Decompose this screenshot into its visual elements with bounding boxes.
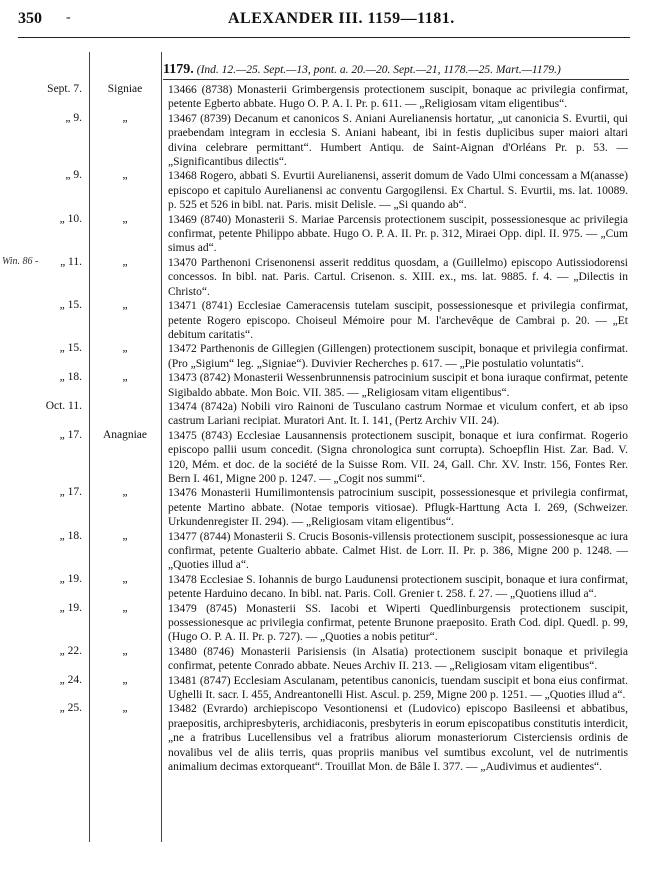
entry-place: Anagniae [102, 428, 148, 441]
entry-text: 13469 (8740) Monasterii S. Mariae Parcensis protectionem suscipit, possessionesque ac privilegia confirmat, petente Philippo abbate. Hugo O. P. A. II. Pr. p. 312, Miraei Opp. dipl. II. 975. — „Cum simus ad“. [168, 213, 628, 255]
entry-row [0, 256, 650, 299]
entry-place: Signiae [107, 83, 143, 95]
entry-list [0, 83, 650, 775]
entry-text: 13482 (Evrardo) archiepiscopo Vesontionensi et (Ludovico) episcopo Basileensi et abbatibus, praepositis, archipresbyteris, archidiaconis, presbyteris in eorum episcopatibus constitutis interdicit, „ne a fratribus Lucellensibus vel a fratribus aliorum monasteriorum Cisterciensis ordinis de novalibus vel de aliis terris, quas propriis manibus vel sumtibus excolunt, vel de nutrimentis animalium decimas extorqueant“. Trouillat Mon. de Bâle I. 377. — „Audivimus et audientes“. [168, 703, 628, 774]
year-rule [163, 79, 629, 80]
entry-row [0, 602, 650, 645]
entry-date: „ 19. [59, 601, 82, 614]
entry-row [0, 702, 650, 774]
entry-date: „ 17. [59, 428, 82, 441]
entry-text: 13468 Rogero, abbati S. Evurtii Aurelianensi, asserit domum de Vado Ulmi concessam a M(anasse) episcopo et capitulo Aurelianensi ac conventu Gargogilensi. Ex Chartul. S. Evurtii, ms. lat. 10089. p. 525 et 526 in bibl. nat. Paris. misit Delisle. — „Si quando ab“. [168, 170, 628, 212]
entry-text: 13475 (8743) Ecclesiae Lausannensis protectionem suscipit, bonaque et iura confirmat. Rogerio episcopo pallii usum concedit. (Signa chronologica sunt corrupta). Schoepflin Hist. Zar. Bad. V. 120, Mém. et doc. de la société de la Suisse Rom. VII. 24, Gall. Chr. XV. Instr. 156, Fontes Rer. Bern I. 461, Migne 200 p. 1247. — „Cogit nos summi“. [168, 429, 628, 485]
entry-place: „ [122, 644, 128, 657]
entry-place: „ [122, 299, 128, 312]
entry-text: 13466 (8738) Monasterii Grimbergensis protectionem suscipit, bonaque ac privilegia confirmat, petente Egberto abbate. Hugo O. P. A. I. Pr. p. 611. — „Religiosam vitam eligentibus“. [168, 84, 628, 111]
entry-row [0, 530, 650, 573]
entry-text: 13467 (8739) Decanum et canonicos S. Aniani Aurelianensis hortatur, „ut canonicia S. Evurtii, qui praebendam integram in ecclesia S. Aniani habeant, ibi in festis duplicibus super maiori altari divina celebrare permittant“. Humbert Antiqu. de Saint-Aignan d'Orléans Pr. p. 53. — „Significantibus dilectis“. [168, 112, 628, 169]
entry-date: „ 15. [59, 342, 82, 355]
entry-place: „ [122, 111, 128, 124]
entry-row [0, 371, 650, 400]
entry-row [0, 83, 650, 112]
page-header [18, 10, 628, 32]
entry-text: 13476 Monasterii Humilimontensis patrocinium suscipit, possessionesque et privilegia confirmat, petente Martino abbate. (Notae temporis vitiosae). Pflugk-Harttung Acta I. 269, (Schweizer. Urkundenregister II. 294). — „Religiosam vitam eligentibus“. [168, 487, 628, 529]
entry-place: „ [122, 255, 128, 268]
header-rule [18, 37, 630, 38]
entry-row [0, 112, 650, 170]
entry-place: „ [122, 486, 128, 499]
entry-date: „ 15. [59, 299, 82, 312]
year-label: 1179. [163, 62, 194, 77]
entry-row [0, 299, 650, 342]
entry-row [0, 342, 650, 371]
entry-date: „ 24. [59, 673, 82, 686]
header-dash: - [66, 10, 71, 25]
entry-text: 13474 (8742a) Nobili viro Rainoni de Tusculano castrum Normae et viculum confert, et ab ipso castrum Lariani recipiat. Muratori Ant. It. I. 141, (Pertz Archiv VII. 24). [168, 400, 628, 428]
entry-text: 13480 (8746) Monasterii Parisiensis (in Alsatia) protectionem suscipit bonaque et privilegia confirmat, petente Conrado abbate. Neues Archiv II. 213. — „Religiosam vitam eligentibus“. [168, 645, 628, 673]
entry-place: „ [122, 601, 128, 614]
entry-row [0, 213, 650, 256]
entry-place: „ [122, 342, 128, 355]
entry-date: „ 22. [59, 644, 82, 657]
year-heading [163, 62, 561, 78]
entry-date: „ 11. [60, 255, 82, 268]
entry-row [0, 674, 650, 703]
entry-date: „ 18. [59, 371, 82, 384]
entry-row [0, 400, 650, 429]
entry-place: „ [122, 529, 128, 542]
page-number: 350 [18, 10, 42, 27]
page-title: ALEXANDER III. 1159—1181. [228, 10, 455, 27]
entry-date: „ 9. [65, 169, 82, 182]
entry-date: Sept. 7. [47, 83, 82, 95]
entry-date: „ 19. [59, 572, 82, 585]
entry-text: 13481 (8747) Ecclesiam Asculanam, petentibus canonicis, tuendam suscipit et bona eius confirmat. Ughelli It. sacr. I. 455, Andreantonelli Hist. Ascul. p. 259, Migne 200 p. 1251. — „Quoties illud a“. [168, 674, 628, 702]
entry-text: 13479 (8745) Monasterii SS. Iacobi et Wiperti Quedlinburgensis protectionem suscipit, possessionesque ac privilegia confirmat, petente Brunone praeposito. Erath Cod. dipl. Quedl. p. 99, (Hugo O. P. A. II. Pr. p. 727). — „Quoties a nobis petitur“. [168, 602, 628, 644]
entry-text: 13478 Ecclesiae S. Iohannis de burgo Laudunensi protectionem suscipit, bonaque et iura confirmat, petente Harduino decano. In bibl. nat. Paris. Coll. Grenier t. 258. f. 27. — „Quotiens illud a“. [168, 573, 628, 601]
entry-date: „ 18. [59, 529, 82, 542]
entry-place: „ [122, 673, 128, 686]
entry-date: „ 10. [59, 212, 82, 225]
entry-row [0, 573, 650, 602]
entry-row [0, 486, 650, 529]
entry-place: „ [122, 702, 128, 715]
entry-place: „ [122, 169, 128, 182]
entry-text: 13471 (8741) Ecclesiae Cameracensis tutelam suscipit, possessionesque et privilegia confirmat, petente Rogero episcopo. Choiseul Mémoire pour M. l'archevêque de Cambrai p. 20. — „Et debitum caritatis“. [168, 300, 628, 341]
entry-row [0, 169, 650, 212]
entry-place: „ [122, 212, 128, 225]
year-detail: (Ind. 12.—25. Sept.—13, pont. a. 20.—20. Sept.—21, 1178.—25. Mart.—1179.) [196, 64, 561, 76]
entry-text: 13473 (8742) Monasterii Wessenbrunnensis patrocinium suscipit et bona iuraque confirmat, petente Sigibaldo abbate. Mon Boic. VII. 385. — „Religiosam vitam eligentibus“. [168, 372, 628, 399]
entry-place: „ [122, 572, 128, 585]
entry-place: „ [122, 371, 128, 384]
entry-date: Oct. 11. [45, 399, 82, 412]
entry-date: „ 17. [59, 486, 82, 499]
entry-date: „ 25. [59, 702, 82, 715]
entry-row [0, 645, 650, 674]
entry-text: 13472 Parthenonis de Gillegien (Gillengen) protectionem suscipit, bonaque et privilegia confirmat. (Pro „Sigium“ leg. „Signiae“). Duvivier Recherches p. 617. — „Pie postulatio voluntatis“. [168, 343, 628, 370]
margin-annotation: Win. 86 - [2, 255, 39, 267]
entry-row [0, 429, 650, 487]
entry-text: 13477 (8744) Monasterii S. Crucis Bosonis-villensis protectionem suscipit, possessionesque ac iura confirmat, petente Gualterio abbate. Calmet Hist. de Lorr. II. Pr. p. 386, Migne 200 p. 1248. — „Quoties illud a“. [168, 530, 628, 572]
entry-text: 13470 Parthenoni Crisenonensi asserit redditus quosdam, a (Guillelmo) episcopo Autissiodorensi concessos. In bibl. nat. Paris. Cartul. Crisenon. s. XIII. ex., ms. lat. 9885. f. 4. — „Dilectis in Christo“. [168, 256, 628, 298]
entry-date: „ 9. [65, 111, 82, 124]
